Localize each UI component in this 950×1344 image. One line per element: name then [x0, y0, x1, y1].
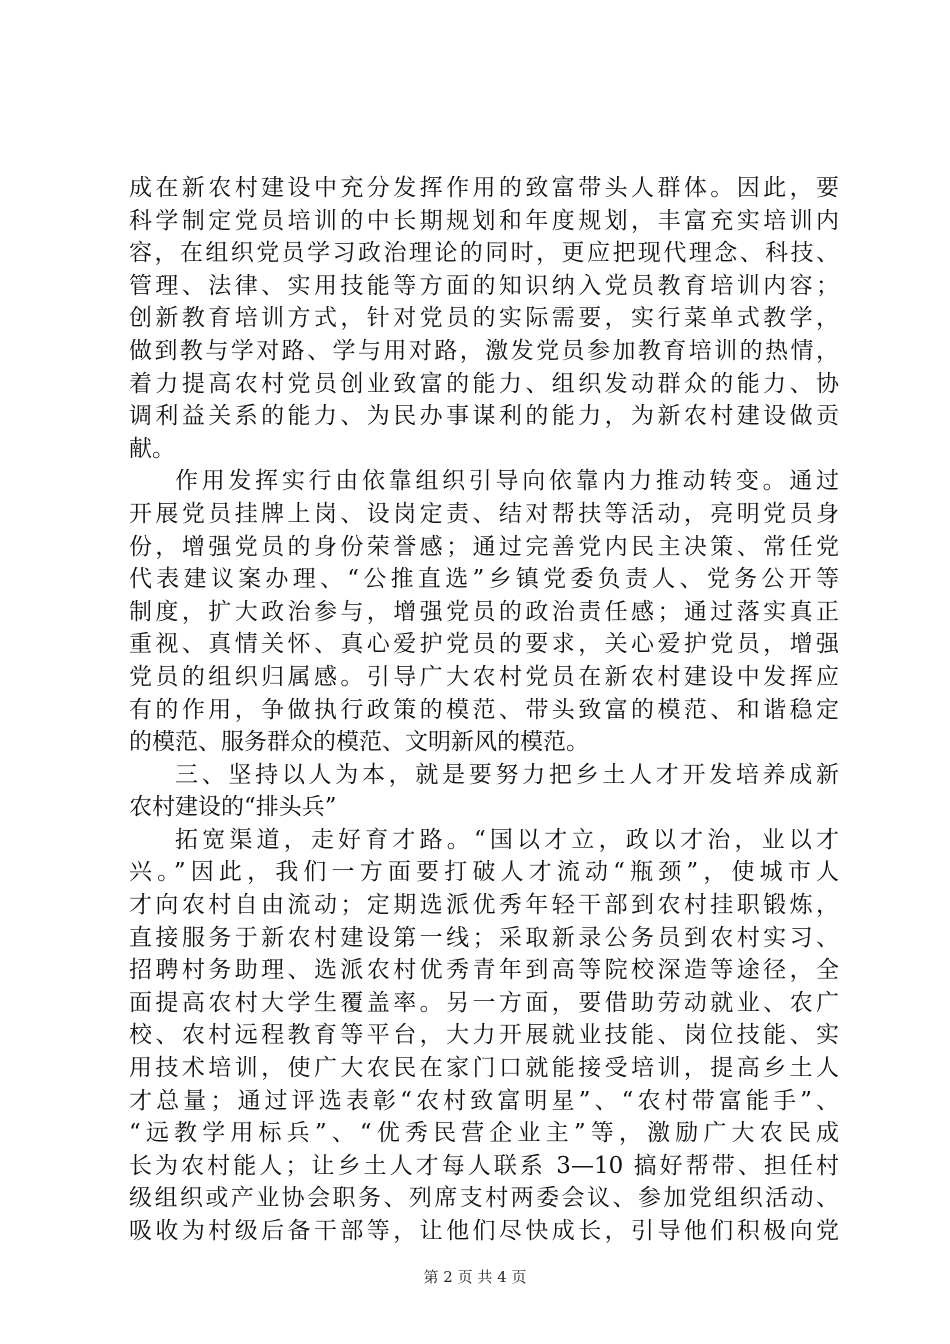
section-heading-line: 三、坚持以人为本，就是要努力把乡土人才开发培养成新 — [175, 761, 839, 788]
text-line: 直接服务于新农村建设第一线；采取新录公务员到农村实习、 — [129, 924, 839, 951]
text-line: 做到教与学对路、学与用对路，激发党员参加教育培训的热情， — [129, 337, 839, 364]
text-line: 党员的组织归属感。引导广大农村党员在新农村建设中发挥应 — [129, 663, 839, 690]
text-line: 开展党员挂牌上岗、设岗定责、结对帮扶等活动，亮明党员身 — [129, 500, 839, 527]
text-line: 成在新农村建设中充分发挥作用的致富带头人群体。因此，要 — [129, 175, 839, 201]
text-line: 校、农村远程教育等平台，大力开展就业技能、岗位技能、实 — [129, 1022, 839, 1049]
page-number-footer: 第 2 页 共 4 页 — [423, 1268, 527, 1286]
text-line: 调利益关系的能力、为民办事谋利的能力，为新农村建设做贡 — [129, 403, 839, 430]
text-line: 容，在组织党员学习政治理论的同时，更应把现代理念、科技、 — [129, 240, 839, 267]
text-line: 的模范、服务群众的模范、文明新风的模范。 — [129, 729, 589, 756]
text-line: 献。 — [129, 435, 175, 462]
text-line: 科学制定党员培训的中长期规划和年度规划，丰富充实培训内 — [129, 207, 839, 234]
text-line: 级组织或产业协会职务、列席支村两委会议、参加党组织活动、 — [129, 1185, 839, 1212]
text-line: 管理、法律、实用技能等方面的知识纳入党员教育培训内容； — [129, 272, 839, 299]
text-line: 用技术培训，使广大农民在家门口就能接受培训，提高乡土人 — [129, 1055, 839, 1082]
text-line: 招聘村务助理、选派农村优秀青年到高等院校深造等途径，全 — [129, 957, 839, 984]
text-line: 制度，扩大政治参与，增强党员的政治责任感；通过落实真正 — [129, 598, 839, 625]
text-line: 重视、真情关怀、真心爱护党员的要求，关心爱护党员，增强 — [129, 631, 839, 658]
paragraph-first-line: 拓宽渠道，走好育才路。“国以才立，政以才治，业以才 — [175, 826, 839, 853]
text-line: 份，增强党员的身份荣誉感；通过完善党内民主决策、常任党 — [129, 533, 839, 560]
text-line: “远教学用标兵”、“优秀民营企业主”等，激励广大农民成 — [129, 1120, 839, 1147]
text-line: 长为农村能人；让乡土人才每人联系 3—10 搞好帮带、担任村 — [129, 1152, 839, 1179]
text-line: 创新教育培训方式，针对党员的实际需要，实行菜单式教学， — [129, 305, 839, 332]
text-line: 才总量；通过评选表彰“农村致富明星”、“农村带富能手”、 — [129, 1087, 839, 1114]
text-line: 吸收为村级后备干部等，让他们尽快成长，引导他们积极向党 — [129, 1218, 839, 1244]
section-heading-line: 农村建设的“排头兵” — [129, 794, 337, 821]
text-line: 面提高农村大学生覆盖率。另一方面，要借助劳动就业、农广 — [129, 989, 839, 1016]
text-line: 兴。”因此，我们一方面要打破人才流动“瓶颈”，使城市人 — [129, 859, 839, 886]
text-line: 才向农村自由流动；定期选派优秀年轻干部到农村挂职锻炼， — [129, 892, 839, 919]
paragraph-first-line: 作用发挥实行由依靠组织引导向依靠内力推动转变。通过 — [175, 468, 839, 495]
text-line: 着力提高农村党员创业致富的能力、组织发动群众的能力、协 — [129, 370, 839, 397]
document-body — [129, 172, 839, 1248]
text-line: 有的作用，争做执行政策的模范、带头致富的模范、和谐稳定 — [129, 696, 839, 723]
text-line: 代表建议案办理、“公推直选”乡镇党委负责人、党务公开等 — [129, 566, 839, 593]
